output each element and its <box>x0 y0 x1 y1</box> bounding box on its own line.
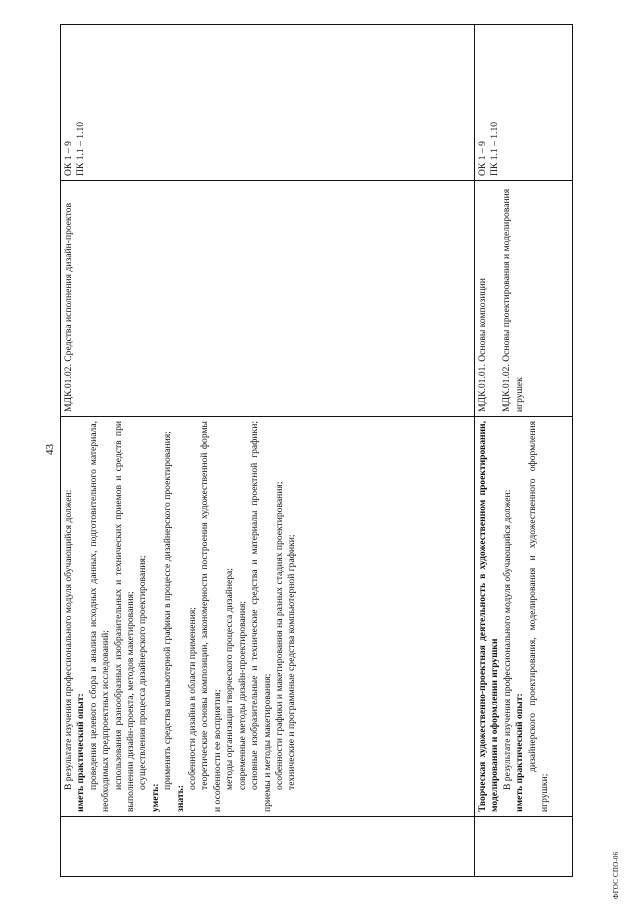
list-item: применять средства компьютерной графики в процессе дизайнерского проектирования; <box>162 431 174 790</box>
page-number: 43 <box>44 444 56 455</box>
list-item: особенности графики и макетирования на разных стадиях проектирования; <box>273 481 285 790</box>
know-heading: знать: <box>174 785 186 812</box>
list-item: методы организации творческого процесса дизайнера; <box>224 568 236 790</box>
mdk-item: МДК.01.02. Основы проектирования и моделирования игрушек <box>501 188 525 412</box>
practical-heading: иметь практический опыт: <box>75 693 87 812</box>
section-title: Творческая художественно-проектная деятельность в художественном проектировании, моделировании и оформлении игрушки <box>477 421 501 812</box>
competency-pk: ПК 1.1 – 1.10 <box>75 121 87 176</box>
list-item: проведения целевого сбора и анализа исходных данных, подготовительного материала, необходимых предпроектных исследований; <box>87 421 112 812</box>
competency-table <box>60 24 573 877</box>
list-item: теоретические основы композиции, закономерности построения художественной формы и особенности ее восприятия; <box>199 421 223 812</box>
index-cell <box>475 817 573 877</box>
competency-pk: ПК 1.1 – 1.10 <box>489 121 501 176</box>
mdk-cell <box>475 181 573 417</box>
competency-ok: ОК 1 – 9 <box>63 141 74 176</box>
mdk-cell <box>61 181 475 417</box>
intro-text: В результате изучения профессионального модуля обучающийся должен: <box>501 489 513 790</box>
index-cell <box>61 817 475 877</box>
requirements-cell <box>475 417 573 817</box>
footer-code: ФГОС СПО-06 <box>612 851 620 899</box>
competencies-cell <box>475 25 573 181</box>
list-item: особенности дизайна в области применения; <box>187 607 199 790</box>
competencies-cell <box>61 25 475 181</box>
list-item: осуществления процесса дизайнерского проектирования; <box>137 555 149 790</box>
list-item: основные изобразительные и технические средства и материалы проектной графики; приемы и методы макетирования; <box>249 421 273 812</box>
competency-ok: ОК 1 – 9 <box>477 141 488 176</box>
mdk-item: МДК.01.02. Средства исполнения дизайн-проектов <box>63 203 74 412</box>
intro-text: В результате изучения профессионального модуля обучающийся должен: <box>63 489 74 790</box>
requirements-cell <box>61 417 475 817</box>
list-item: технические и программные средства компьютерной графики; <box>286 534 298 790</box>
mdk-item: МДК.01.01. Основы композиции <box>477 278 488 412</box>
list-item: современные методы дизайн-проектирования; <box>236 600 248 790</box>
list-item: использования разнообразных изобразительных и технических приемов и средств при выполнении дизайн-проекта, методов макетирования; <box>112 421 137 812</box>
table-row <box>61 25 475 877</box>
list-item: дизайнерского проектирования, моделирования и художественного оформления игрушки; <box>526 421 551 812</box>
skills-heading: уметь: <box>149 783 161 812</box>
practical-heading: иметь практический опыт: <box>514 693 526 812</box>
table-row <box>475 25 573 877</box>
